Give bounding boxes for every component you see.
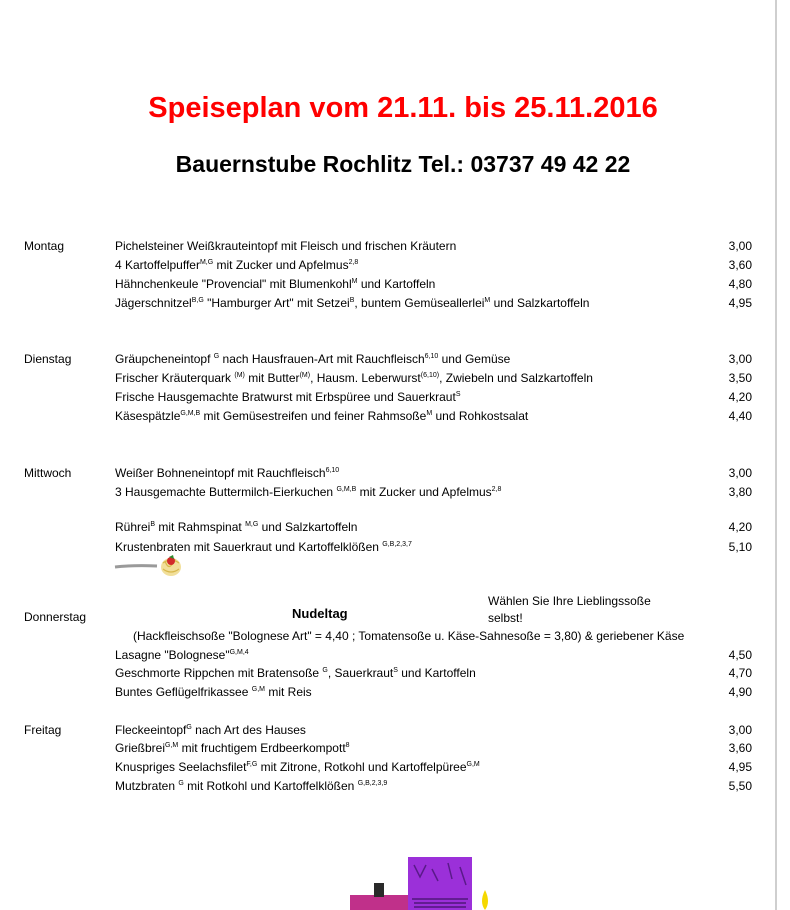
dish-text: Rührei [115,520,151,534]
dish-row [115,352,510,366]
page-subtitle: Bauernstube Rochlitz Tel.: 03737 49 42 22 [175,151,631,177]
dish-text: , buntem Gemüseallerlei [354,296,485,310]
day-label-mittwoch: Mittwoch [24,466,72,480]
dish-text: mit Zucker und Apfelmus [356,485,492,499]
allergen-code: (6,10) [420,372,440,379]
dish-text: und Rohkostsalat [432,409,529,423]
allergen-code: 6,10 [424,353,439,360]
dish-text: Buntes Geflügelfrikassee [115,685,252,699]
dish-row [115,239,456,253]
dish-text: Fleckeeintopf [115,723,187,737]
dish-text: und Gemüse [438,352,511,366]
day-label-dienstag: Dienstag [24,352,72,366]
spaghetti-fork-icon [113,553,183,583]
allergen-code: G,M,B [336,486,357,493]
dish-price: 4,80 [728,277,752,291]
note-line: Wählen Sie Ihre Lieblingssoße [488,594,651,608]
day-label-freitag: Freitag [24,723,62,737]
dish-price: 4,95 [728,760,752,774]
allergen-code: (M) [299,372,311,379]
allergen-code: S [393,667,398,674]
allergen-code: G,M,4 [229,649,249,656]
dish-text: Krustenbraten mit Sauerkraut und Kartoffelklößen [115,540,383,554]
dish-price: 3,60 [728,741,752,755]
allergen-code: G,M [466,761,480,768]
dish-row [115,648,249,662]
dish-row [115,540,412,554]
dish-text: Hähnchenkeule "Provencial" mit Blumenkohl [115,277,352,291]
dish-text: , Hausm. Leberwurst [310,371,421,385]
dish-price: 4,20 [728,520,752,534]
dish-price: 5,50 [728,779,752,793]
dish-price: 4,40 [728,409,752,423]
dish-price: 3,60 [728,258,752,272]
allergen-code: F,G [246,761,258,768]
sauce-choice-note [488,593,668,627]
dish-text: und Salzkartoffeln [258,520,358,534]
dish-row [115,741,350,755]
dish-price: 4,50 [728,648,752,662]
dish-text: , Sauerkraut [327,666,394,680]
page-edge [775,0,777,910]
dish-row [115,466,339,480]
dish-text: mit Rahmspinat [155,520,246,534]
dish-price: 5,10 [728,540,752,554]
dish-text: nach Art des Hauses [191,723,306,737]
advent-candles-icon [348,855,498,910]
dish-row [115,685,312,699]
dish-text: Grießbrei [115,741,166,755]
dish-price: 4,70 [728,666,752,680]
allergen-code: G [186,724,192,731]
allergen-code: 6,10 [325,467,340,474]
allergen-code: M [426,410,433,417]
dish-row [115,485,501,499]
dish-text: mit Gemüsestreifen und feiner Rahmsoße [200,409,427,423]
allergen-code: M,G [245,521,259,528]
dish-price: 3,00 [728,466,752,480]
dish-row [115,409,528,423]
dish-text: Mutzbraten [115,779,179,793]
dish-text: Käsespätzle [115,409,181,423]
dish-row [115,520,357,534]
dish-text: und Kartoffeln [357,277,436,291]
dish-text: mit Butter [244,371,300,385]
dish-price: 3,00 [728,239,752,253]
dish-row [115,390,461,404]
dish-text: mit Reis [264,685,312,699]
dish-row [115,296,589,310]
allergen-code: S [455,391,461,398]
dish-text: nach Hausfrauen-Art mit Rauchfleisch [219,352,425,366]
allergen-code: G,B,2,3,7 [382,541,412,548]
nudeltag-heading: Nudeltag [292,606,348,621]
allergen-code: B [150,521,156,528]
dish-text: Weißer Bohneneintopf mit Rauchfleisch [115,466,326,480]
note-line: selbst! [488,611,523,625]
dish-row [115,666,476,680]
allergen-code: (M) [234,372,245,379]
dish-text: Pichelsteiner Weißkrauteintopf mit Fleisch und frischen Kräutern [115,239,457,253]
dish-text: Lasagne "Bolognese" [115,648,230,662]
dish-text: , Zwiebeln und Salzkartoffeln [439,371,593,385]
allergen-code: M [351,278,358,285]
day-label-montag: Montag [24,239,65,253]
dish-row [115,779,387,793]
dish-text: mit Rotkohl und Kartoffelklößen [183,779,358,793]
allergen-code: G,M [251,686,265,693]
dish-text: Frische Hausgemachte Bratwurst mit Erbspüree und Sauerkraut [115,390,456,404]
dish-text: und Salzkartoffeln [490,296,590,310]
dish-text: Gräupcheneintopf [115,352,214,366]
allergen-code: 2,8 [491,486,502,493]
allergen-code: 8 [345,742,350,749]
dish-price: 3,80 [728,485,752,499]
allergen-code: G,B,2,3,9 [357,780,388,787]
dish-text: Knuspriges Seelachsfilet [115,760,247,774]
dish-text: Jägerschnitzel [115,296,192,310]
dish-text: und Kartoffeln [397,666,476,680]
dish-row [115,258,358,272]
dish-text: 3 Hausgemachte Buttermilch-Eierkuchen [115,485,337,499]
dish-price: 3,00 [728,723,752,737]
dish-row [115,723,306,737]
allergen-code: M [484,297,491,304]
allergen-code: B,G [191,297,204,304]
dish-text: mit Zucker und Apfelmus [213,258,349,272]
dish-text: mit Zitrone, Rotkohl und Kartoffelpüree [257,760,467,774]
dish-text: mit fruchtigem Erdbeerkompott [178,741,346,755]
allergen-code: B [349,297,355,304]
dish-price: 3,00 [728,352,752,366]
allergen-code: G [322,667,328,674]
dish-text: 4 Kartoffelpuffer [115,258,200,272]
dish-price: 4,95 [728,296,752,310]
dish-row [115,277,435,291]
allergen-code: G,M,B [180,410,201,417]
dish-text: Geschmorte Rippchen mit Bratensoße [115,666,323,680]
allergen-code: 2,8 [348,259,359,266]
sauce-options: (Hackfleischsoße "Bolognese Art" = 4,40 ; Tomatensoße u. Käse-Sahnesoße = 3,80) & geriebener Käse [133,629,685,643]
dish-row [115,371,593,385]
page-title: Speiseplan vom 21.11. bis 25.11.2016 [148,92,658,124]
dish-price: 4,90 [728,685,752,699]
allergen-code: G [213,353,220,360]
dish-price: 3,50 [728,371,752,385]
dish-row [115,760,480,774]
allergen-code: M,G [199,259,214,266]
dish-text: "Hamburger Art" mit Setzei [203,296,350,310]
dish-text: Frischer Kräuterquark [115,371,235,385]
day-label-donnerstag: Donnerstag [24,610,87,624]
dish-price: 4,20 [728,390,752,404]
allergen-code: G,M [165,742,179,749]
allergen-code: G [178,780,184,787]
